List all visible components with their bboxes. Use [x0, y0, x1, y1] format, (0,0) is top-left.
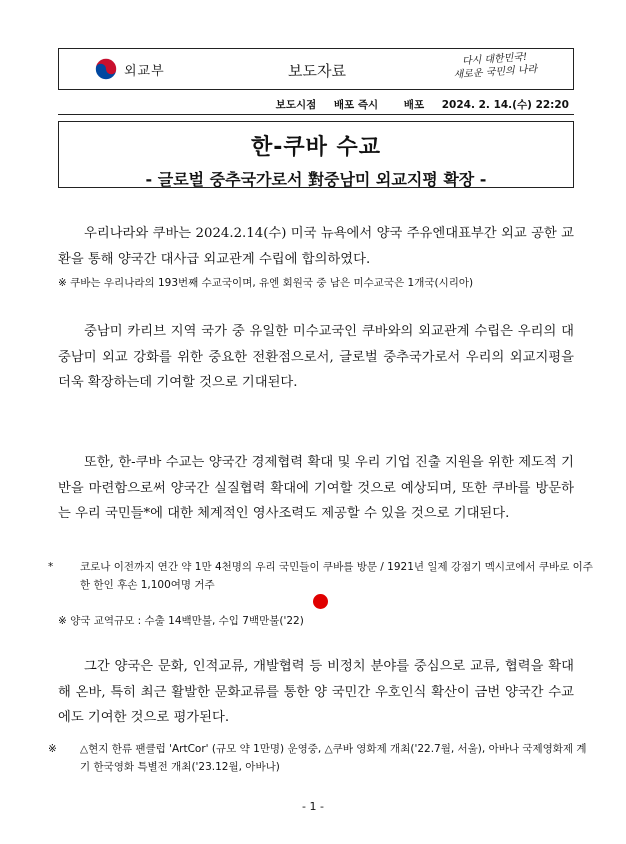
note-1: ※ 쿠바는 우리나라의 193번째 수교국이며, 유엔 회원국 중 남은 미수교국은 1개국(시리아) — [58, 277, 474, 289]
release-label: 보도시점 — [275, 99, 317, 111]
paragraph-4: 그간 양국은 문화, 인적교류, 개발협력 등 비정치 분야를 중심으로 교류, 협력을 확대해 온바, 특히 최근 활발한 문화교류를 통한 양 국민간 우호인식 확산이 금번 양국간 수교에도 기여한 것으로 평가된다. — [58, 659, 574, 725]
note-4-marker: ※ — [48, 743, 57, 755]
title-box — [58, 121, 574, 188]
header-divider — [58, 114, 574, 115]
note-2-text: 코로나 이전까지 연간 약 1만 4천명의 우리 국민들이 쿠바를 방문 / 1921년 일제 강점기 멕시코에서 쿠바로 이주한 한인 후손 1,100여명 거주 — [80, 561, 593, 591]
note-2 — [48, 558, 596, 594]
paragraph-2: 중남미 카리브 지역 국가 중 유일한 미수교국인 쿠바와의 외교관계 수립은 우리의 대중남미 외교 강화를 위한 중요한 전환점으로서, 글로벌 중추국가로서 우리의 외교지평을 더욱 확장하는데 기여할 것으로 기대된다. — [58, 324, 574, 390]
distribution-label: 배포 — [403, 99, 425, 111]
document-type: 보도자료 — [288, 62, 346, 80]
red-marker-dot — [313, 594, 328, 609]
note-2-marker: * — [48, 561, 54, 573]
paragraph-3: 또한, 한-쿠바 수교는 양국간 경제협력 확대 및 우리 기업 진출 지원을 위한 제도적 기반을 마련함으로써 양국간 실질협력 확대에 기여할 것으로 예상되며, 또한 쿠바를 방문하는 우리 국민들*에 대한 체계적인 영사조력도 제공할 수 있을 것으로 기대된다. — [58, 455, 574, 521]
release-info — [262, 97, 569, 112]
note-3: ※ 양국 교역규모 : 수출 14백만불, 수입 7백만불('22) — [58, 615, 304, 627]
slogan-line-1: 다시 대한민국! — [461, 51, 528, 68]
paragraph-1: 우리나라와 쿠바는 2024.2.14(수) 미국 뉴욕에서 양국 주유엔대표부간 외교 공한 교환을 통해 양국간 대사급 외교관계 수립에 합의하였다. — [58, 226, 574, 267]
main-title: 한-쿠바 수교 — [250, 135, 382, 160]
ministry-name: 외교부 — [124, 63, 165, 79]
page-number: - 1 - — [302, 800, 324, 813]
distribution-datetime: 2024. 2. 14.(수) 22:20 — [441, 99, 569, 111]
slogan-line-2: 새로운 국민의 나라 — [453, 64, 538, 81]
press-release-header — [58, 48, 574, 90]
note-4-text: △현지 한류 팬클럽 'ArtCor' (규모 약 1만명) 운영중, △쿠바 영화제 개최('22.7월, 서울), 아바나 국제영화제 계기 한국영화 특별전 개최('23.12월, 아바나) — [80, 743, 587, 773]
subtitle: - 글로벌 중추국가로서 對중남미 외교지평 확장 - — [145, 170, 487, 189]
release-value: 배포 즉시 — [333, 99, 379, 111]
note-4 — [48, 740, 596, 776]
